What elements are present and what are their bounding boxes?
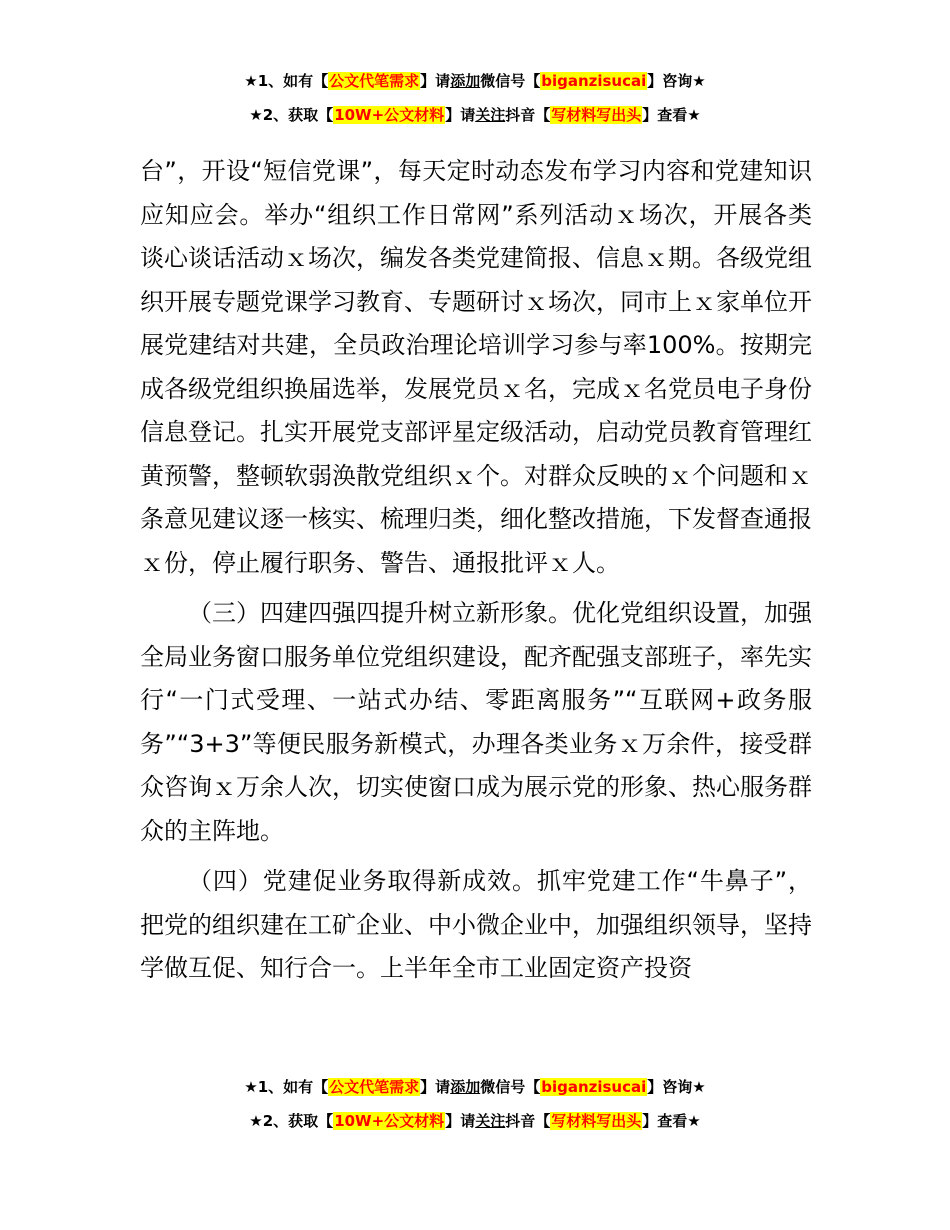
banner-text: 】查看★	[642, 106, 701, 124]
banner-line-2	[0, 98, 950, 132]
banner-text: 】查看★	[642, 1112, 701, 1130]
underlined-text: 关注	[475, 106, 506, 124]
highlight-text: 10W+公文材料	[334, 106, 445, 124]
banner-text: ★1、如有【	[244, 1078, 329, 1096]
banner-text: 】咨询★	[647, 72, 706, 90]
banner-text: ★1、如有【	[244, 72, 329, 90]
header-banner	[0, 64, 950, 132]
banner-text: ★2、获取【	[249, 106, 334, 124]
banner-text: 】咨询★	[647, 1078, 706, 1096]
highlight-text: 写材料写出头	[551, 106, 642, 124]
highlight-text: 公文代笔需求	[329, 72, 420, 90]
banner-text: 】请	[420, 1078, 451, 1096]
banner-line-1	[0, 64, 950, 98]
banner-line-1	[0, 1070, 950, 1104]
highlight-text: biganzisucai	[541, 1078, 647, 1096]
banner-text: 微信号【	[480, 72, 541, 90]
underlined-text: 关注	[475, 1112, 506, 1130]
banner-text: 抖音【	[505, 1112, 551, 1130]
banner-text: 抖音【	[505, 106, 551, 124]
body-paragraph-3: （四）党建促业务取得新成效。抓牢党建工作“牛鼻子”，把党的组织建在工矿企业、中小微企业中，加强组织领导，坚持学做互促、知行合一。上半年全市工业固定资产投资	[140, 867, 812, 982]
document-body	[140, 150, 812, 991]
banner-text: 微信号【	[480, 1078, 541, 1096]
highlight-text: 公文代笔需求	[329, 1078, 420, 1096]
footer-banner	[0, 1070, 950, 1138]
underlined-text: 添加	[450, 72, 481, 90]
banner-text: 】请	[420, 72, 451, 90]
banner-text: 】请	[445, 106, 476, 124]
body-paragraph-1: 台”，开设“短信党课”，每天定时动态发布学习内容和党建知识应知应会。举办“组织工作日常网”系列活动ｘ场次，开展各类谈心谈话活动ｘ场次，编发各类党建简报、信息ｘ期。各级党组织开展专题党课学习教育、专题研讨ｘ场次，同市上ｘ家单位开展党建结对共建，全员政治理论培训学习参与率100%。按期完成各级党组织换届选举，发展党员ｘ名，完成ｘ名党员电子身份信息登记。扎实开展党支部评星定级活动，启动党员教育管理红黄预警，整顿软弱涣散党组织ｘ个。对群众反映的ｘ个问题和ｘ条意见建议逐一核实、梳理归类，细化整改措施，下发督查通报ｘ份，停止履行职务、警告、通报批评ｘ人。	[140, 157, 812, 577]
body-paragraph-2: （三）四建四强四提升树立新形象。优化党组织设置，加强全局业务窗口服务单位党组织建设，配齐配强支部班子，率先实行“一门式受理、一站式办结、零距离服务”“互联网+政务服务”“3+3”等便民服务新模式，办理各类业务ｘ万余件，接受群众咨询ｘ万余人次，切实使窗口成为展示党的形象、热心服务群众的主阵地。	[140, 599, 812, 845]
highlight-text: biganzisucai	[541, 72, 647, 90]
banner-text: ★2、获取【	[249, 1112, 334, 1130]
highlight-text: 写材料写出头	[551, 1112, 642, 1130]
banner-text: 】请	[445, 1112, 476, 1130]
highlight-text: 10W+公文材料	[334, 1112, 445, 1130]
banner-line-2	[0, 1104, 950, 1138]
underlined-text: 添加	[450, 1078, 481, 1096]
